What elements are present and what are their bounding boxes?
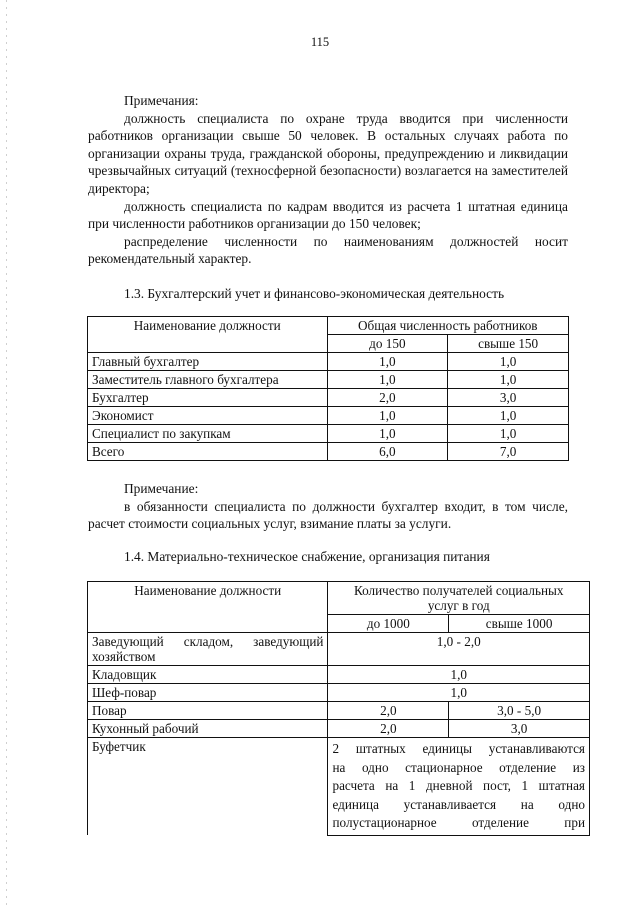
table-subheader-up-to-1000: до 1000: [328, 615, 449, 633]
table-subheader-over-1000: свыше 1000: [449, 615, 590, 633]
note-paragraph: в обязанности специалиста по должности бухгалтер входит, в том числе, расчет стоимости социальных услуг, взимание платы за услуги.: [88, 498, 568, 532]
description-line: единица устанавливается на одно: [332, 796, 585, 812]
buffet-staffing-description: [328, 738, 590, 836]
notes-block-1: [88, 92, 568, 268]
position-name: Заместитель главного бухгалтера: [88, 371, 328, 389]
value-up-to-150: 1,0: [327, 407, 448, 425]
value-over-150: 1,0: [448, 371, 569, 389]
table-row: [88, 666, 590, 684]
value-up-to-150: 6,0: [327, 443, 448, 461]
description-line: полустационарное отделение при: [332, 815, 585, 830]
position-name: Шеф-повар: [88, 684, 328, 702]
position-name: [88, 633, 328, 666]
table-row: [88, 389, 569, 407]
value-merged: 1,0: [328, 684, 590, 702]
position-name: Главный бухгалтер: [88, 353, 328, 371]
value-up-to-150: 1,0: [327, 353, 448, 371]
section-heading-1-3: 1.3. Бухгалтерский учет и финансово-экономическая деятельность: [124, 286, 505, 301]
notes-title: Примечания:: [124, 93, 199, 108]
table-header-position: Наименование должности: [88, 582, 328, 633]
header-line: Количество получателей социальных: [353, 583, 564, 598]
value-over-150: 1,0: [448, 353, 569, 371]
header-line: услуг в год: [427, 598, 490, 613]
section-heading-1-4: 1.4. Материально-техническое снабжение, организация питания: [124, 549, 490, 564]
note-paragraph: распределение численности по наименованиям должностей носит рекомендательный характер.: [88, 233, 568, 267]
table-row: [88, 720, 590, 738]
position-name: Специалист по закупкам: [88, 425, 328, 443]
table-subheader-up-to-150: до 150: [327, 335, 448, 353]
description-line: 2 штатных единицы устанавливаются: [332, 741, 585, 756]
table-row: [88, 738, 590, 836]
table-row: [88, 702, 590, 720]
note-paragraph: должность специалиста по охране труда вводится при численности работников организации свыше 50 человек. В остальных случаях работа по организации охраны труда, гражданской обороны, предупреждению и ликвидации чрезвычайных ситуаций (техносферной безопасности) возлагается на заместителей директора;: [88, 110, 568, 196]
description-line: расчета на 1 дневной пост, 1 штатная: [332, 778, 585, 793]
notes-title: Примечание:: [124, 481, 199, 496]
value-over-150: 1,0: [448, 425, 569, 443]
scan-edge-dots: [6, 0, 7, 905]
table-row: [88, 684, 590, 702]
supply-catering-staff-table: [87, 581, 590, 836]
value-over-1000: 3,0: [449, 720, 590, 738]
table-subheader-over-150: свыше 150: [448, 335, 569, 353]
position-name: Экономист: [88, 407, 328, 425]
table-row: [88, 371, 569, 389]
notes-block-2: [88, 480, 568, 533]
position-name: Буфетчик: [88, 738, 328, 836]
table-header-position: Наименование должности: [88, 317, 328, 353]
value-up-to-1000: 2,0: [328, 720, 449, 738]
position-name: Кухонный рабочий: [88, 720, 328, 738]
value-over-150: 3,0: [448, 389, 569, 407]
value-up-to-150: 1,0: [327, 371, 448, 389]
position-name-line: хозяйством: [92, 649, 156, 664]
position-name: Повар: [88, 702, 328, 720]
value-merged: 1,0 - 2,0: [328, 633, 590, 666]
value-over-1000: 3,0 - 5,0: [449, 702, 590, 720]
value-merged: 1,0: [328, 666, 590, 684]
value-up-to-150: 1,0: [327, 425, 448, 443]
note-paragraph: должность специалиста по кадрам вводится из расчета 1 штатная единица при численности работников организации до 150 человек;: [88, 198, 568, 232]
position-name: Бухгалтер: [88, 389, 328, 407]
table-row: [88, 425, 569, 443]
table-header-recipients: [328, 582, 590, 615]
table-header-total: Общая численность работников: [327, 317, 568, 335]
value-up-to-1000: 2,0: [328, 702, 449, 720]
table-row-total: [88, 443, 569, 461]
table-row: [88, 407, 569, 425]
accounting-staff-table: [87, 316, 569, 461]
table-row: [88, 353, 569, 371]
table-row: [88, 633, 590, 666]
position-name: Всего: [88, 443, 328, 461]
page-number: 115: [310, 35, 330, 49]
description-line: на одно стационарное отделение из: [332, 759, 585, 775]
position-name-line: Заведующий складом, заведующий: [92, 634, 324, 649]
value-over-150: 7,0: [448, 443, 569, 461]
position-name: Кладовщик: [88, 666, 328, 684]
value-up-to-150: 2,0: [327, 389, 448, 407]
value-over-150: 1,0: [448, 407, 569, 425]
